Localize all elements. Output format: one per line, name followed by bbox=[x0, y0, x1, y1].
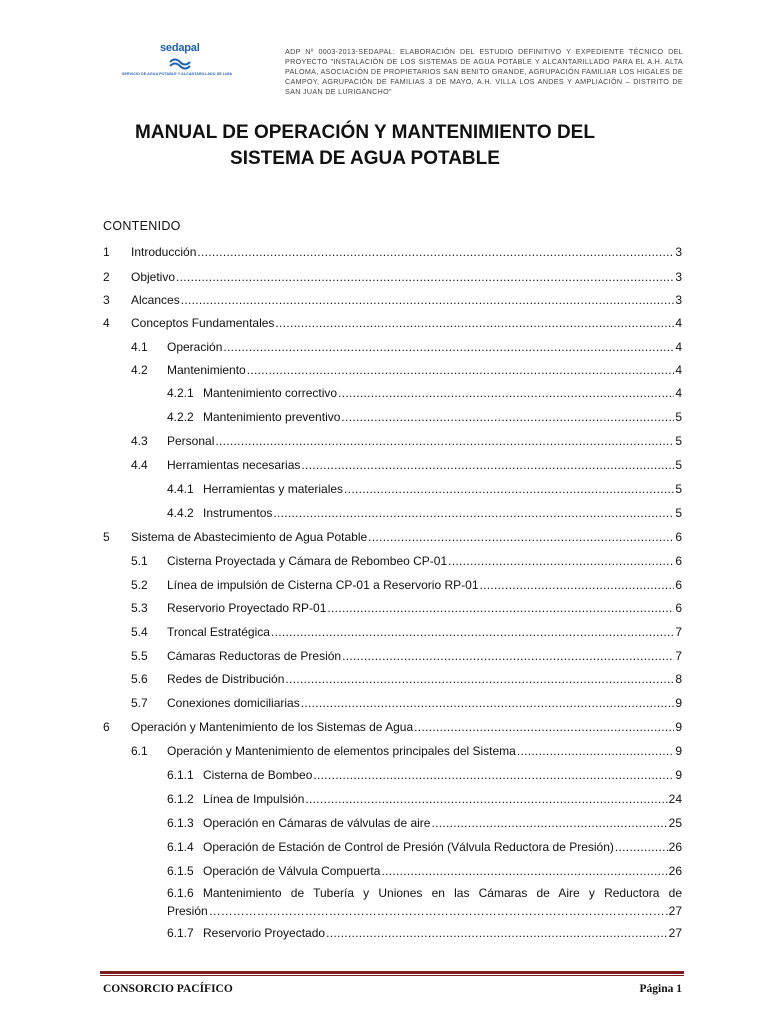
toc-page-number: 27 bbox=[668, 904, 682, 918]
toc-page-number: 5 bbox=[675, 458, 682, 472]
sedapal-logo bbox=[120, 42, 232, 84]
toc-leader-dots bbox=[285, 672, 674, 686]
toc-page-number: 6 bbox=[675, 601, 682, 615]
toc-entry-title: Operación y Mantenimiento de elementos principales del Sistema bbox=[167, 744, 516, 758]
toc-entry[interactable] bbox=[167, 792, 682, 808]
toc-entry-number: 5.4 bbox=[131, 625, 148, 639]
toc-page-number: 7 bbox=[675, 625, 682, 639]
toc-entry[interactable] bbox=[167, 410, 682, 426]
toc-entry[interactable] bbox=[131, 625, 682, 641]
toc-page-number: 4 bbox=[675, 386, 682, 400]
toc-page-number: 26 bbox=[668, 864, 682, 878]
toc-entry[interactable] bbox=[167, 864, 682, 880]
toc-leader-dots bbox=[480, 578, 675, 592]
toc-entry-number: 5.6 bbox=[131, 672, 148, 686]
toc-page-number: 26 bbox=[668, 840, 682, 854]
toc-page-number: 3 bbox=[675, 245, 682, 259]
toc-entry-number: 4.2.1 bbox=[167, 386, 194, 400]
toc-page-number: 5 bbox=[675, 506, 682, 520]
toc-entry-number: 1 bbox=[103, 245, 110, 259]
toc-leader-dots bbox=[273, 506, 674, 520]
toc-entry-title: Cámaras Reductoras de Presión bbox=[167, 649, 342, 663]
toc-entry-number: 6.1.2 bbox=[167, 792, 194, 806]
footer-rule-thick bbox=[100, 971, 684, 974]
toc-page-number: 4 bbox=[675, 363, 682, 377]
toc-leader-dots bbox=[381, 864, 667, 878]
toc-entry-title: Mantenimiento bbox=[167, 363, 246, 377]
toc-entry[interactable] bbox=[131, 649, 682, 665]
toc-entry[interactable] bbox=[131, 696, 682, 712]
toc-entry-number: 6.1.7 bbox=[167, 926, 194, 940]
toc-entry-title: Conceptos Fundamentales bbox=[131, 316, 275, 330]
toc-leader-dots bbox=[448, 554, 674, 568]
contents-heading: CONTENIDO bbox=[103, 219, 181, 233]
toc-entry-number: 4.4 bbox=[131, 458, 148, 472]
toc-entry-title: Reservorio Proyectado RP-01 bbox=[167, 601, 327, 615]
toc-page-number: 3 bbox=[675, 270, 682, 284]
toc-page-number: 6 bbox=[675, 554, 682, 568]
toc-entry[interactable] bbox=[103, 720, 682, 736]
toc-leader-dots bbox=[176, 270, 674, 284]
toc-page-number: 5 bbox=[675, 410, 682, 424]
toc-entry-title: Troncal Estratégica bbox=[167, 625, 270, 639]
toc-leader-dots bbox=[301, 458, 674, 472]
toc-entry-title: Herramientas necesarias bbox=[167, 458, 301, 472]
toc-entry-number: 2 bbox=[103, 270, 110, 284]
toc-leader-dots bbox=[615, 840, 668, 854]
toc-entry-title: Mantenimiento preventivo bbox=[203, 410, 341, 424]
toc-entry-title-continued: Presión bbox=[167, 904, 208, 918]
toc-leader-dots bbox=[197, 245, 674, 259]
toc-entry-number: 5.3 bbox=[131, 601, 148, 615]
toc-page-number: 25 bbox=[668, 816, 682, 830]
footer-rule-thin bbox=[100, 975, 684, 976]
toc-leader-dots bbox=[368, 530, 674, 544]
toc-leader-dots bbox=[223, 340, 674, 354]
toc-entry-number: 5.1 bbox=[131, 554, 148, 568]
toc-entry[interactable] bbox=[131, 578, 682, 594]
toc-entry-title: Línea de impulsión de Cisterna CP-01 a Reservorio RP-01 bbox=[167, 578, 479, 592]
toc-page-number: 4 bbox=[675, 316, 682, 330]
toc-leader-dots bbox=[271, 625, 674, 639]
project-header-text: ADP Nº 0003-2013-SEDAPAL: ELABORACIÓN DEL ESTUDIO DEFINITIVO Y EXPEDIENTE TÉCNICO DEL PROYECTO "INSTALACIÓN DE LOS SISTEMAS DE AGUA POTABLE Y ALCANTARILLADO PARA EL A.H. ALTA PALOMA, ASOCIACIÓN DE PROPIETARIOS SAN BENITO GRANDE, AGRUPACIÓN FAMILIAR LOS HIGALES DE CAMPOY, AGRUPACIÓN DE FAMILIAS 3 DE MAYO, A.H. VILLA LOS ANDES Y AMPLIACIÓN – DISTRITO DE SAN JUAN DE LURIGANCHO" bbox=[285, 47, 683, 96]
toc-page-number: 8 bbox=[675, 672, 682, 686]
toc-entry[interactable] bbox=[103, 270, 682, 286]
toc-entry-title: Operación bbox=[167, 340, 223, 354]
toc-entry[interactable] bbox=[167, 482, 682, 498]
toc-entry[interactable] bbox=[131, 434, 682, 450]
toc-entry-number: 4.2 bbox=[131, 363, 148, 377]
toc-entry-title: Herramientas y materiales bbox=[203, 482, 344, 496]
toc-entry-title: Redes de Distribución bbox=[167, 672, 285, 686]
toc-entry-number: 6.1.5 bbox=[167, 864, 194, 878]
toc-entry-title: Alcances bbox=[131, 293, 180, 307]
toc-entry-title: Operación en Cámaras de válvulas de aire bbox=[203, 816, 431, 830]
toc-entry-title: Instrumentos bbox=[203, 506, 273, 520]
toc-leader-dots bbox=[247, 363, 675, 377]
document-title bbox=[100, 120, 630, 172]
toc-entry-number: 5 bbox=[103, 530, 110, 544]
toc-entry[interactable] bbox=[131, 601, 682, 617]
toc-entry-number: 5.5 bbox=[131, 649, 148, 663]
water-wave-icon bbox=[168, 56, 196, 70]
toc-entry-number: 4.4.2 bbox=[167, 506, 194, 520]
toc-page-number: 4 bbox=[675, 340, 682, 354]
toc-page-number: 9 bbox=[675, 720, 682, 734]
toc-leader-dots bbox=[431, 816, 667, 830]
toc-leader-dots bbox=[344, 482, 674, 496]
toc-page-number: 5 bbox=[675, 434, 682, 448]
toc-page-number: 7 bbox=[675, 649, 682, 663]
toc-leader-dots bbox=[326, 926, 668, 940]
toc-entry[interactable] bbox=[103, 530, 682, 546]
toc-entry[interactable] bbox=[131, 744, 682, 760]
toc-entry[interactable] bbox=[103, 245, 682, 261]
toc-entry-title: Operación de Válvula Compuerta bbox=[203, 864, 381, 878]
toc-entry[interactable] bbox=[131, 458, 682, 474]
toc-page-number: 6 bbox=[675, 578, 682, 592]
toc-entry-number: 3 bbox=[103, 293, 110, 307]
toc-page-number: 5 bbox=[675, 482, 682, 496]
toc-entry-number: 5.2 bbox=[131, 578, 148, 592]
toc-entry[interactable] bbox=[167, 768, 682, 784]
toc-entry-number: 6.1.1 bbox=[167, 768, 194, 782]
footer-page-number: Página 1 bbox=[639, 983, 682, 995]
toc-leader-dots bbox=[327, 601, 674, 615]
toc-entry[interactable] bbox=[167, 884, 682, 920]
toc-entry-number: 5.7 bbox=[131, 696, 148, 710]
toc-leader-dots bbox=[342, 649, 674, 663]
toc-entry-number: 6.1.3 bbox=[167, 816, 194, 830]
toc-entry-title: 6.1.6 Mantenimiento de Tubería y Uniones en las Cámaras de Aire y Reductora de bbox=[167, 886, 682, 900]
toc-entry-title: Personal bbox=[167, 434, 215, 448]
toc-entry[interactable] bbox=[131, 363, 682, 379]
toc-entry[interactable] bbox=[131, 340, 682, 356]
title-line-1: MANUAL DE OPERACIÓN Y MANTENIMIENTO DEL bbox=[135, 122, 595, 143]
toc-entry-number: 6 bbox=[103, 720, 110, 734]
toc-page-number: 9 bbox=[675, 744, 682, 758]
toc-page-number: 9 bbox=[675, 768, 682, 782]
toc-entry-number: 6.1.4 bbox=[167, 840, 194, 854]
toc-entry-title: Conexiones domiciliarias bbox=[167, 696, 300, 710]
toc-page-number: 3 bbox=[675, 293, 682, 307]
toc-entry-title: Reservorio Proyectado bbox=[203, 926, 326, 940]
toc-entry-title: Mantenimiento correctivo bbox=[203, 386, 338, 400]
toc-leader-dots bbox=[209, 902, 668, 920]
toc-entry-number: 6.1 bbox=[131, 744, 148, 758]
toc-leader-dots bbox=[181, 293, 675, 307]
toc-entry-title: Cisterna de Bombeo bbox=[203, 768, 313, 782]
toc-page-number: 24 bbox=[668, 792, 682, 806]
toc-entry-number: 4.2.2 bbox=[167, 410, 194, 424]
toc-entry-title: Introducción bbox=[131, 245, 197, 259]
toc-leader-dots bbox=[301, 696, 675, 710]
toc-leader-dots bbox=[341, 410, 674, 424]
toc-entry-title: Línea de Impulsión bbox=[203, 792, 305, 806]
toc-entry-title: Objetivo bbox=[131, 270, 176, 284]
toc-entry-number: 4.1 bbox=[131, 340, 148, 354]
toc-entry[interactable] bbox=[167, 816, 682, 832]
toc-page-number: 9 bbox=[675, 696, 682, 710]
toc-entry[interactable] bbox=[167, 926, 682, 942]
logo-tagline: SERVICIO DE AGUA POTABLE Y ALCANTARILLADO DE LIMA bbox=[122, 72, 233, 76]
toc-leader-dots bbox=[305, 792, 667, 806]
toc-leader-dots bbox=[414, 720, 674, 734]
toc-entry[interactable] bbox=[167, 840, 682, 856]
toc-entry[interactable] bbox=[131, 554, 682, 570]
toc-entry-title: Cisterna Proyectada y Cámara de Rebombeo CP-01 bbox=[167, 554, 448, 568]
toc-entry-number: 4 bbox=[103, 316, 110, 330]
toc-leader-dots bbox=[338, 386, 674, 400]
logo-brand-text: sedapal bbox=[160, 42, 200, 54]
toc-page-number: 6 bbox=[675, 530, 682, 544]
toc-entry[interactable] bbox=[167, 506, 682, 522]
toc-entry[interactable] bbox=[167, 386, 682, 402]
footer-company: CONSORCIO PACÍFICO bbox=[103, 983, 233, 995]
toc-entry[interactable] bbox=[103, 293, 682, 309]
toc-leader-dots bbox=[517, 744, 674, 758]
title-line-2: SISTEMA DE AGUA POTABLE bbox=[230, 148, 500, 169]
toc-entry-number: 4.3 bbox=[131, 434, 148, 448]
toc-entry-title: Operación de Estación de Control de Presión (Válvula Reductora de Presión) bbox=[203, 840, 614, 854]
toc-leader-dots bbox=[275, 316, 674, 330]
toc-entry-title: Operación y Mantenimiento de los Sistemas de Agua bbox=[131, 720, 414, 734]
toc-entry[interactable] bbox=[103, 316, 682, 332]
toc-entry-number: 4.4.1 bbox=[167, 482, 194, 496]
toc-leader-dots bbox=[215, 434, 674, 448]
toc-entry-title: Sistema de Abastecimiento de Agua Potable bbox=[131, 530, 368, 544]
toc-leader-dots bbox=[313, 768, 674, 782]
toc-entry[interactable] bbox=[131, 672, 682, 688]
toc-page-number: 27 bbox=[668, 926, 682, 940]
